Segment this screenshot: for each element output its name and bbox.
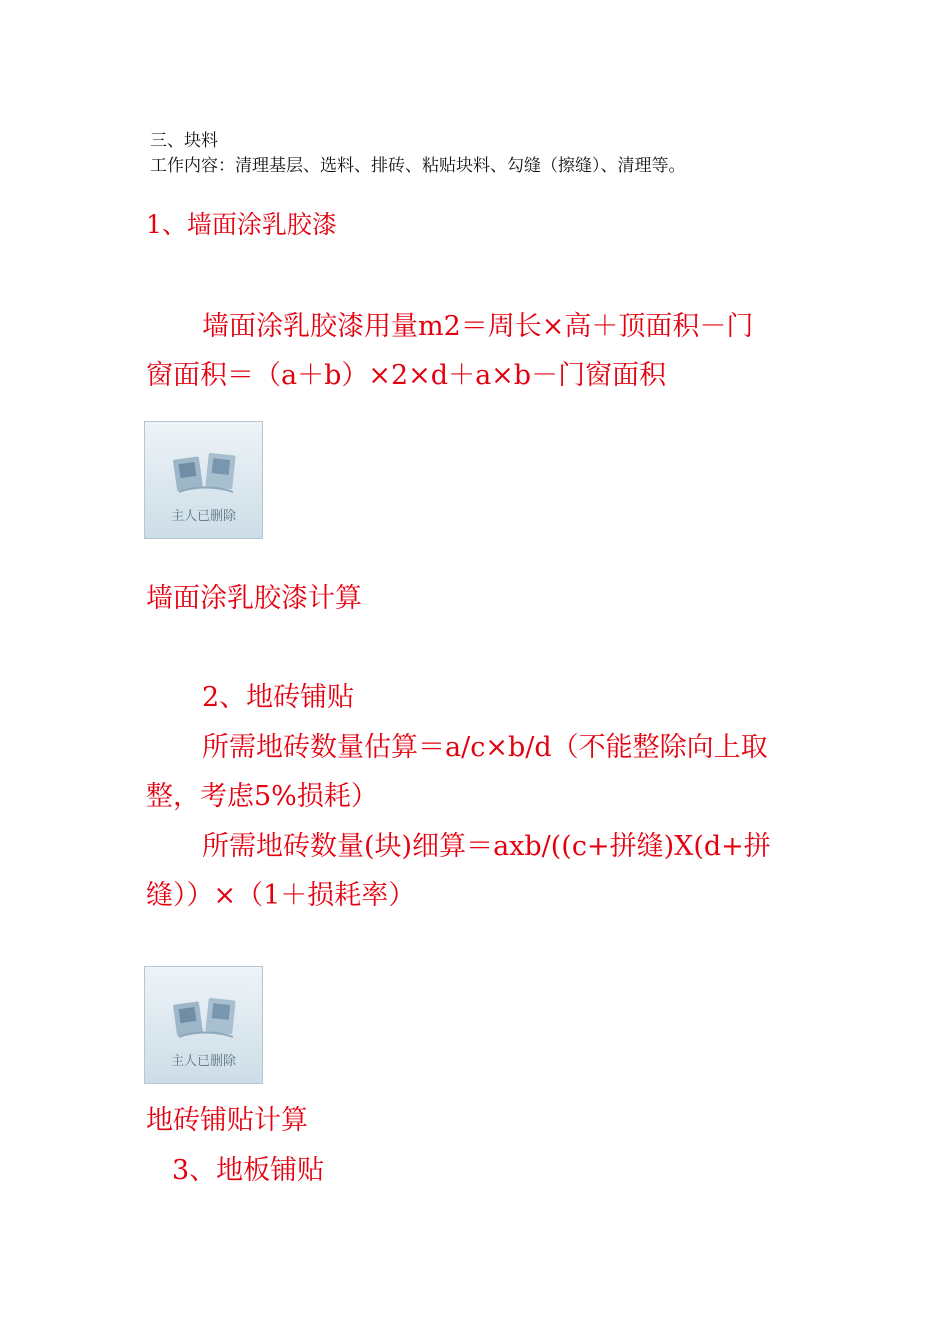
photo-stack-icon [173,450,237,494]
item2-estimate-line2: 整，考虑5%损耗） [146,781,378,812]
section-heading: 三、块料 [150,131,218,151]
item2-estimate-line1: 所需地砖数量估算＝a/c×b/d（不能整除向上取 [202,732,768,763]
item1-formula-line1: 墙面涂乳胶漆用量m2＝周长×高＋顶面积－门 [202,311,754,342]
item1-caption: 墙面涂乳胶漆计算 [146,583,362,614]
photo-stack-icon [173,995,237,1039]
item1-title: 1、墙面涂乳胶漆 [146,210,337,239]
item2-detail-line1: 所需地砖数量(块)细算＝axb/((c+拼缝)X(d+拼 [202,831,771,862]
item3-title: 3、地板铺贴 [172,1155,325,1186]
placeholder-caption: 主人已删除 [170,1054,236,1069]
item1-formula-line2: 窗面积＝（a＋b）×2×d＋a×b－门窗面积 [146,360,667,391]
work-content-text: 工作内容：清理基层、选料、排砖、粘贴块料、勾缝（擦缝）、清理等。 [150,156,686,176]
item2-caption: 地砖铺贴计算 [146,1105,308,1136]
deleted-image-placeholder [144,966,263,1084]
item2-title: 2、地砖铺贴 [202,682,355,713]
deleted-image-placeholder [144,421,263,539]
item2-detail-line2: 缝））×（1＋损耗率） [146,880,416,911]
placeholder-caption: 主人已删除 [170,509,236,524]
